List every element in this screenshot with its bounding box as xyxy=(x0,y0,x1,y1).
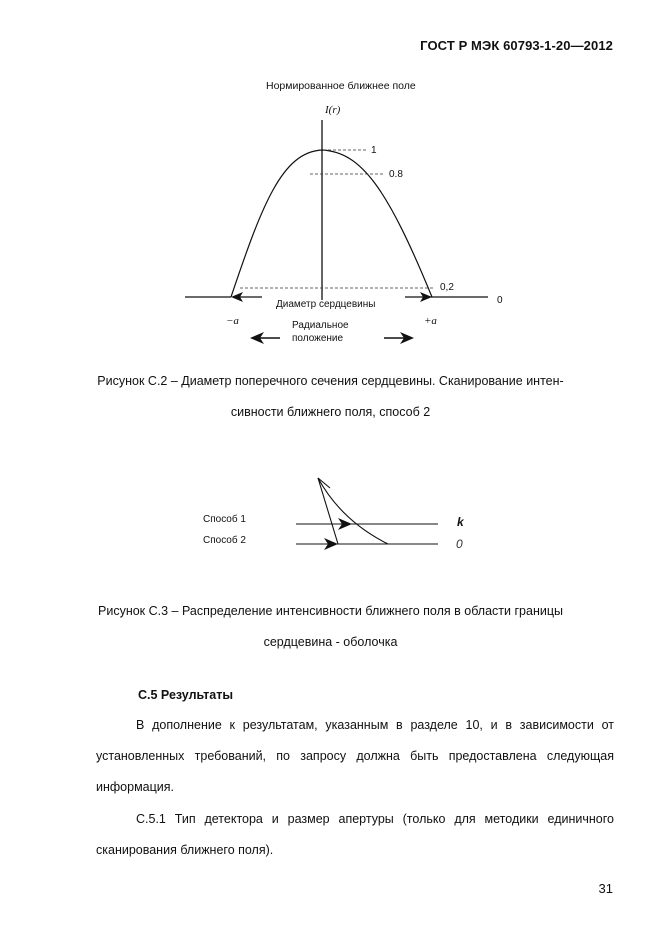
intensity-profile-edge xyxy=(318,478,338,544)
method2-label: Способ 2 xyxy=(203,535,246,546)
level-0-label: 0 xyxy=(497,295,503,306)
core-diameter-label: Диаметр сердцевины xyxy=(276,299,376,310)
paragraph2-line2: сканирования ближнего поля). xyxy=(96,843,274,857)
figure-c2-title: Нормированное ближнее поле xyxy=(266,80,416,92)
figure-c3-caption-line2: сердцевина - оболочка xyxy=(263,635,398,649)
page-number: 31 xyxy=(598,881,613,896)
paragraph1-line1: В дополнение к результатам, указанным в разделе 10, и в зависимости от xyxy=(136,718,614,732)
plus-a-label: +a xyxy=(424,315,437,327)
document-header: ГОСТ Р МЭК 60793-1-20—2012 xyxy=(420,38,613,53)
paragraph1-line3: информация. xyxy=(96,780,175,794)
paragraph2-line1: С.5.1 Тип детектора и размер апертуры (только для методики единичного xyxy=(136,812,614,826)
level-1-label: 1 xyxy=(371,145,377,156)
paragraph1-line2: установленных требований, по запросу должна быть предоставлена следующая xyxy=(96,749,614,763)
zero-label: 0 xyxy=(456,537,463,551)
figure-c2-caption-line1: Рисунок С.2 – Диаметр поперечного сечения сердцевины. Сканирование интен- xyxy=(97,374,564,388)
radial-position-line1: Радиальное xyxy=(292,320,349,331)
minus-a-label: −a xyxy=(226,315,239,327)
figure-c2-caption-line2: сивности ближнего поля, способ 2 xyxy=(230,405,431,419)
figure-c3-caption-line1: Рисунок С.3 – Распределение интенсивности ближнего поля в области границы xyxy=(98,604,563,618)
method1-label: Способ 1 xyxy=(203,514,246,525)
section-heading: С.5 Результаты xyxy=(138,688,233,702)
level-02-label: 0,2 xyxy=(440,282,454,293)
y-axis-label: I(r) xyxy=(325,104,341,116)
k-label: k xyxy=(457,515,464,529)
level-08-label: 0.8 xyxy=(389,169,403,180)
radial-position-line2: положение xyxy=(292,333,344,344)
